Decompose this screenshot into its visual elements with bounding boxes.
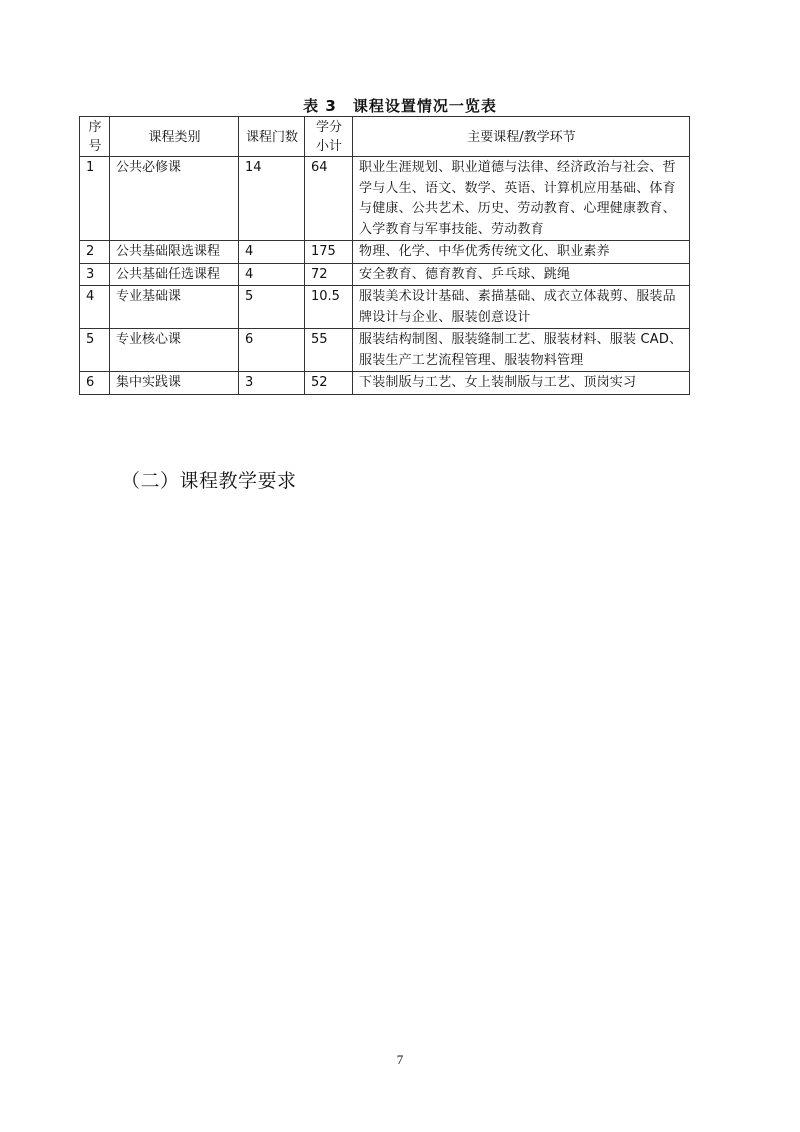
cell-index: 5: [80, 329, 110, 372]
cell-index: 3: [80, 263, 110, 286]
table-row: [80, 286, 690, 329]
cell-main-courses: 物理、化学、中华优秀传统文化、职业素养: [353, 241, 690, 264]
section-heading: （二）课程教学要求: [121, 470, 297, 492]
cell-index: 6: [80, 372, 110, 395]
table-row: [80, 157, 690, 241]
header-main-courses: 主要课程/教学环节: [353, 117, 690, 157]
cell-category: 公共基础任选课程: [110, 263, 239, 286]
cell-index: 2: [80, 241, 110, 264]
table-row: [80, 241, 690, 264]
page-number: 7: [396, 1052, 404, 1067]
cell-category: 公共基础限选课程: [110, 241, 239, 264]
table-row: [80, 329, 690, 372]
cell-category: 集中实践课: [110, 372, 239, 395]
table-header-row: [80, 117, 690, 157]
cell-credits: 175: [305, 241, 353, 264]
cell-credits: 55: [305, 329, 353, 372]
header-count: 课程门数: [239, 117, 305, 157]
cell-main-courses: 下装制版与工艺、女上装制版与工艺、顶岗实习: [353, 372, 690, 395]
cell-credits: 72: [305, 263, 353, 286]
cell-category: 专业核心课: [110, 329, 239, 372]
header-index: 序号: [80, 117, 110, 157]
cell-credits: 64: [305, 157, 353, 241]
course-table: [79, 116, 690, 395]
cell-count: 4: [239, 241, 305, 264]
cell-main-courses: 安全教育、德育教育、乒乓球、跳绳: [353, 263, 690, 286]
cell-count: 4: [239, 263, 305, 286]
cell-category: 公共必修课: [110, 157, 239, 241]
table-row: [80, 263, 690, 286]
cell-main-courses: 服装美术设计基础、素描基础、成衣立体裁剪、服装品牌设计与企业、服装创意设计: [353, 286, 690, 329]
table-caption: 表 3 课程设置情况一览表: [303, 97, 497, 115]
cell-count: 3: [239, 372, 305, 395]
cell-category: 专业基础课: [110, 286, 239, 329]
header-credits: 学分小计: [305, 117, 353, 157]
cell-index: 1: [80, 157, 110, 241]
cell-main-courses: 服装结构制图、服装缝制工艺、服装材料、服装 CAD、服装生产工艺流程管理、服装物料管理: [353, 329, 690, 372]
cell-index: 4: [80, 286, 110, 329]
header-category: 课程类别: [110, 117, 239, 157]
cell-credits: 10.5: [305, 286, 353, 329]
cell-main-courses: 职业生涯规划、职业道德与法律、经济政治与社会、哲学与人生、语文、数学、英语、计算机应用基础、体育与健康、公共艺术、历史、劳动教育、心理健康教育、入学教育与军事技能、劳动教育: [353, 157, 690, 241]
table-row: [80, 372, 690, 395]
cell-count: 5: [239, 286, 305, 329]
cell-count: 14: [239, 157, 305, 241]
cell-count: 6: [239, 329, 305, 372]
cell-credits: 52: [305, 372, 353, 395]
